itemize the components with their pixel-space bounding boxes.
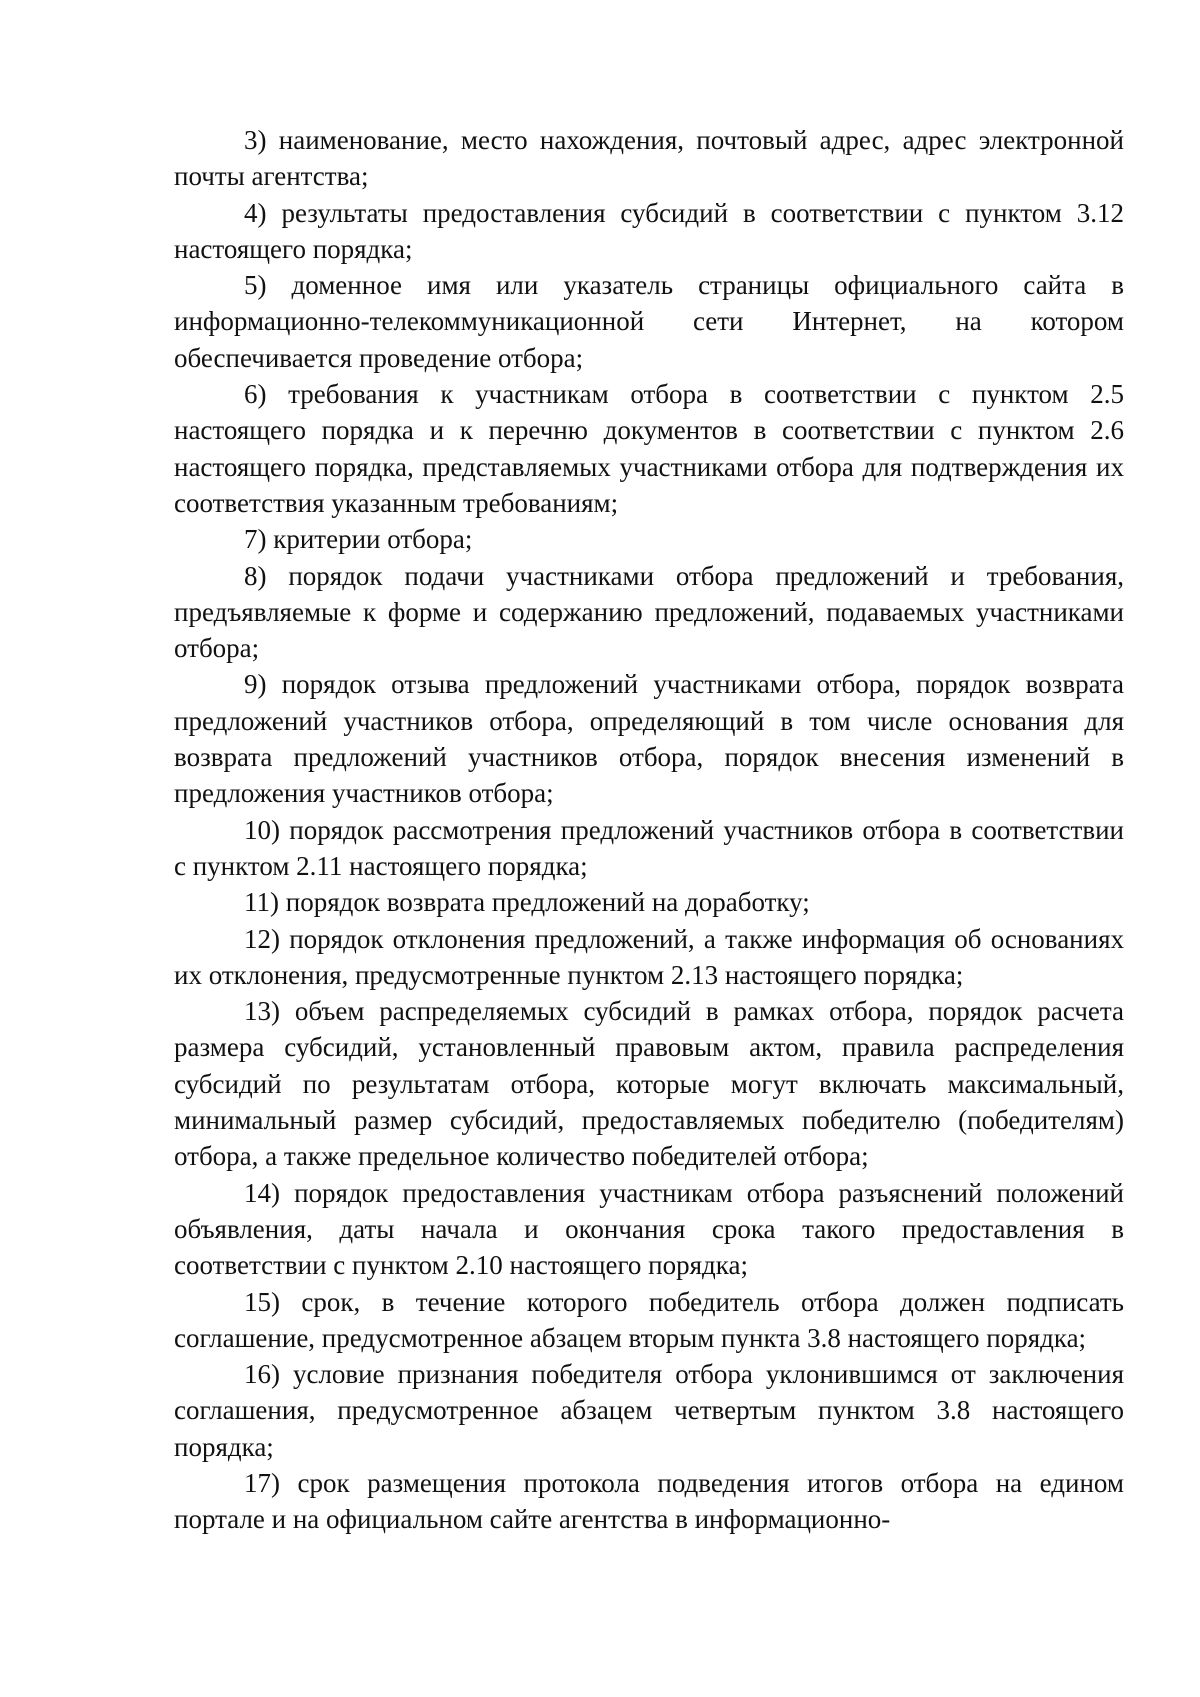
list-item-7: 7) критерии отбора; <box>244 524 473 555</box>
list-item-3: 3) наименование, место нахождения, почтовый адрес, адрес электронной почты агентства; <box>174 125 1124 192</box>
list-item-12: 12) порядок отклонения предложений, а также информация об основаниях их отклонения, предусмотренные пунктом 2.13 настоящего порядка; <box>174 923 1124 990</box>
list-item-16: 16) условие признания победителя отбора уклонившимся от заключения соглашения, предусмотренное абзацем четвертым пунктом 3.8 настоящего порядка; <box>174 1359 1124 1462</box>
list-item-9: 9) порядок отзыва предложений участниками отбора, порядок возврата предложений участников отбора, определяющий в том числе основания для возврата предложений участников отбора, порядок внесения изменений в предложения участников отбора; <box>174 669 1124 809</box>
list-item-4: 4) результаты предоставления субсидий в соответствии с пунктом 3.12 настоящего порядка; <box>174 197 1124 264</box>
list-item-6: 6) требования к участникам отбора в соответствии с пунктом 2.5 настоящего порядка и к перечню документов в соответствии с пунктом 2.6 настоящего порядка, представляемых участниками отбора для подтверждения их соответствия указанным требованиям; <box>174 379 1124 518</box>
list-item-13: 13) объем распределяемых субсидий в рамках отбора, порядок расчета размера субсидий, установленный правовым актом, правила распределения субсидий по результатам отбора, которые могут включать максимальный, минимальный размер субсидий, предоставляемых победителю (победителям) отбора, а также предельное количество победителей отбора; <box>174 996 1124 1172</box>
list-item-8: 8) порядок подачи участниками отбора предложений и требования, предъявляемые к форме и содержанию предложений, подаваемых участниками отбора; <box>174 560 1124 664</box>
document-body <box>174 122 1124 1538</box>
list-item-10: 10) порядок рассмотрения предложений участников отбора в соответствии с пунктом 2.11 настоящего порядка; <box>174 814 1124 881</box>
list-item-5: 5) доменное имя или указатель страницы официального сайта в информационно-телекоммуникационной сети Интернет, на котором обеспечивается проведение отбора; <box>174 270 1124 373</box>
list-item-17: 17) срок размещения протокола подведения итогов отбора на едином портале и на официальном сайте агентства в информационно- <box>174 1467 1124 1535</box>
list-item-15: 15) срок, в течение которого победитель отбора должен подписать соглашение, предусмотренное абзацем вторым пункта 3.8 настоящего порядка; <box>174 1286 1124 1353</box>
list-item-11: 11) порядок возврата предложений на доработку; <box>244 887 810 918</box>
list-item-14: 14) порядок предоставления участникам отбора разъяснений положений объявления, даты начала и окончания срока такого предоставления в соответствии с пунктом 2.10 настоящего порядка; <box>174 1177 1124 1281</box>
